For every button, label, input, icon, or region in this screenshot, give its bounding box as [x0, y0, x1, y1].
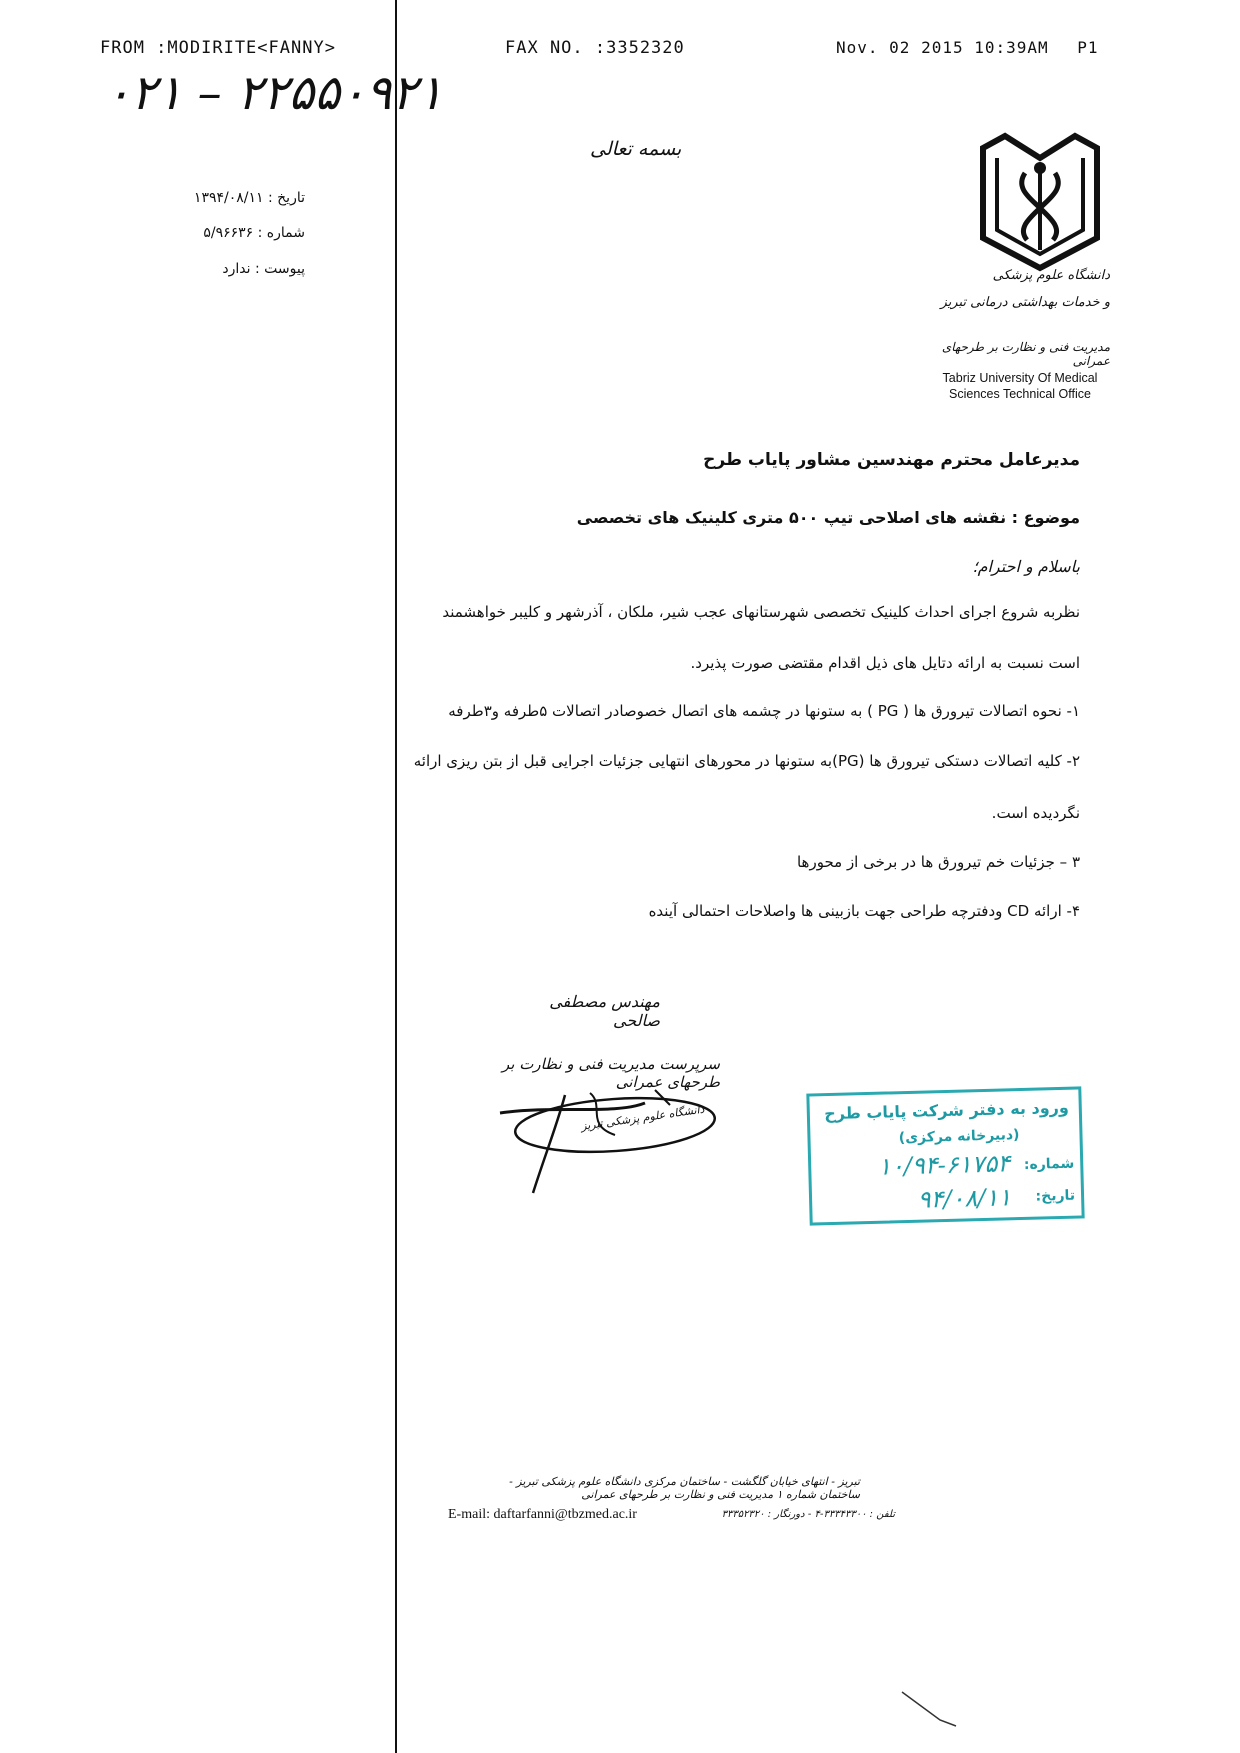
stamp-date-value: ۹۴/۰۸/۱۱ — [917, 1183, 1012, 1214]
stamp-date-label: تاریخ: — [1035, 1187, 1076, 1205]
logo-university-fa: دانشگاه علوم پزشکی — [992, 268, 1110, 283]
handwritten-signature-icon — [495, 1085, 725, 1195]
fax-number: FAX NO. :3352320 — [505, 38, 685, 58]
letter-recipient: مدیرعامل محترم مهندسین مشاور پایاب طرح — [703, 450, 1080, 470]
fax-fold-line — [395, 0, 397, 1753]
fax-from: FROM :MODIRITE<FANNY> — [100, 38, 336, 58]
letter-attachment: پیوست : ندارد — [222, 261, 305, 277]
signatory-name: مهندس مصطفی صالحی — [549, 992, 660, 1030]
handwritten-phone-number: ۰۲۱ – ۲۲۵۵۰۹۲۱ — [105, 65, 444, 121]
logo-en-line1: Tabriz University Of Medical — [942, 371, 1098, 385]
stamp-title: ورود به دفتر شرکت پایاب طرح — [823, 1097, 1070, 1124]
letter-date: تاریخ : ۱۳۹۴/۰۸/۱۱ — [193, 190, 305, 206]
bismillah: بسمه تعالی — [590, 138, 682, 160]
footer-phone: تلفن : ۳۳۳۴۳۳۰۰-۴ - دورنگار : ۳۳۳۵۲۳۲۰ — [721, 1509, 895, 1520]
letter-subject: موضوع : نقشه های اصلاحی تیپ ۵۰۰ متری کلینیک های تخصصی — [576, 508, 1080, 527]
signature-seal-text: دانشگاه علوم پزشکی تبریز — [580, 1102, 706, 1133]
fax-datetime — [836, 38, 1099, 57]
logo-services-fa: و خدمات بهداشتی درمانی تبریز — [940, 295, 1110, 310]
logo-office-fa: مدیریت فنی و نظارت بر طرحهای عمرانی — [941, 340, 1110, 368]
signatory-title: سرپرست مدیریت فنی و نظارت بر طرحهای عمرانی — [501, 1055, 720, 1091]
letter-number: شماره : ۵/۹۶۶۳۶ — [203, 225, 305, 241]
receipt-stamp — [806, 1086, 1084, 1225]
letter-salutation: باسلام و احترام؛ — [972, 557, 1080, 576]
body-paragraph-2: است نسبت به ارائه دتایل های ذیل اقدام مقتضی صورت پذیرد. — [690, 654, 1080, 672]
stamp-subtitle: (دبیرخانه مرکزی) — [898, 1127, 1020, 1147]
stamp-number-label: شماره: — [1023, 1155, 1075, 1173]
fax-page: P1 — [1077, 38, 1099, 57]
logo-english — [920, 370, 1120, 402]
list-item-1: ۱- نحوه اتصالات تیرورق ها ( PG ) به ستونها در چشمه های اتصال خصوصادر اتصالات ۵طرفه و۳طرفه — [448, 702, 1080, 720]
university-logo-icon — [975, 128, 1105, 273]
list-item-4: ۴- ارائه CD ودفترچه طراحی جهت بازبینی ها واصلاحات احتمالی آینده — [648, 902, 1080, 920]
list-item-2-continued: نگردیده است. — [991, 804, 1080, 822]
scan-mark-icon — [900, 1690, 960, 1730]
body-paragraph-1: نظربه شروع اجرای احداث کلینیک تخصصی شهرستانهای عجب شیر، ملکان ، آذرشهر و کلیبر خواهشمند — [442, 603, 1080, 621]
list-item-3: ۳ – جزئیات خم تیرورق ها در برخی از محورها — [796, 853, 1080, 871]
footer-email: E-mail: daftarfanni@tbzmed.ac.ir — [448, 1507, 637, 1522]
footer-address: تبریز - انتهای خیابان گلگشت - ساختمان مرکزی دانشگاه علوم پزشکی تبریز - ساختمان شماره ۱ مدیریت فنی و نظارت بر طرحهای عمرانی — [509, 1475, 860, 1501]
logo-en-line2: Sciences Technical Office — [949, 387, 1091, 401]
list-item-2: ۲- کلیه اتصالات دستکی تیرورق ها (PG)به ستونها در محورهای انتهایی جزئیات اجرایی قبل از بتن ریزی ارائه — [413, 752, 1080, 770]
fax-datetime-text: Nov. 02 2015 10:39AM — [836, 38, 1049, 57]
stamp-number-value: ۱۰/۹۴-۶۱۷۵۴ — [877, 1149, 1011, 1181]
